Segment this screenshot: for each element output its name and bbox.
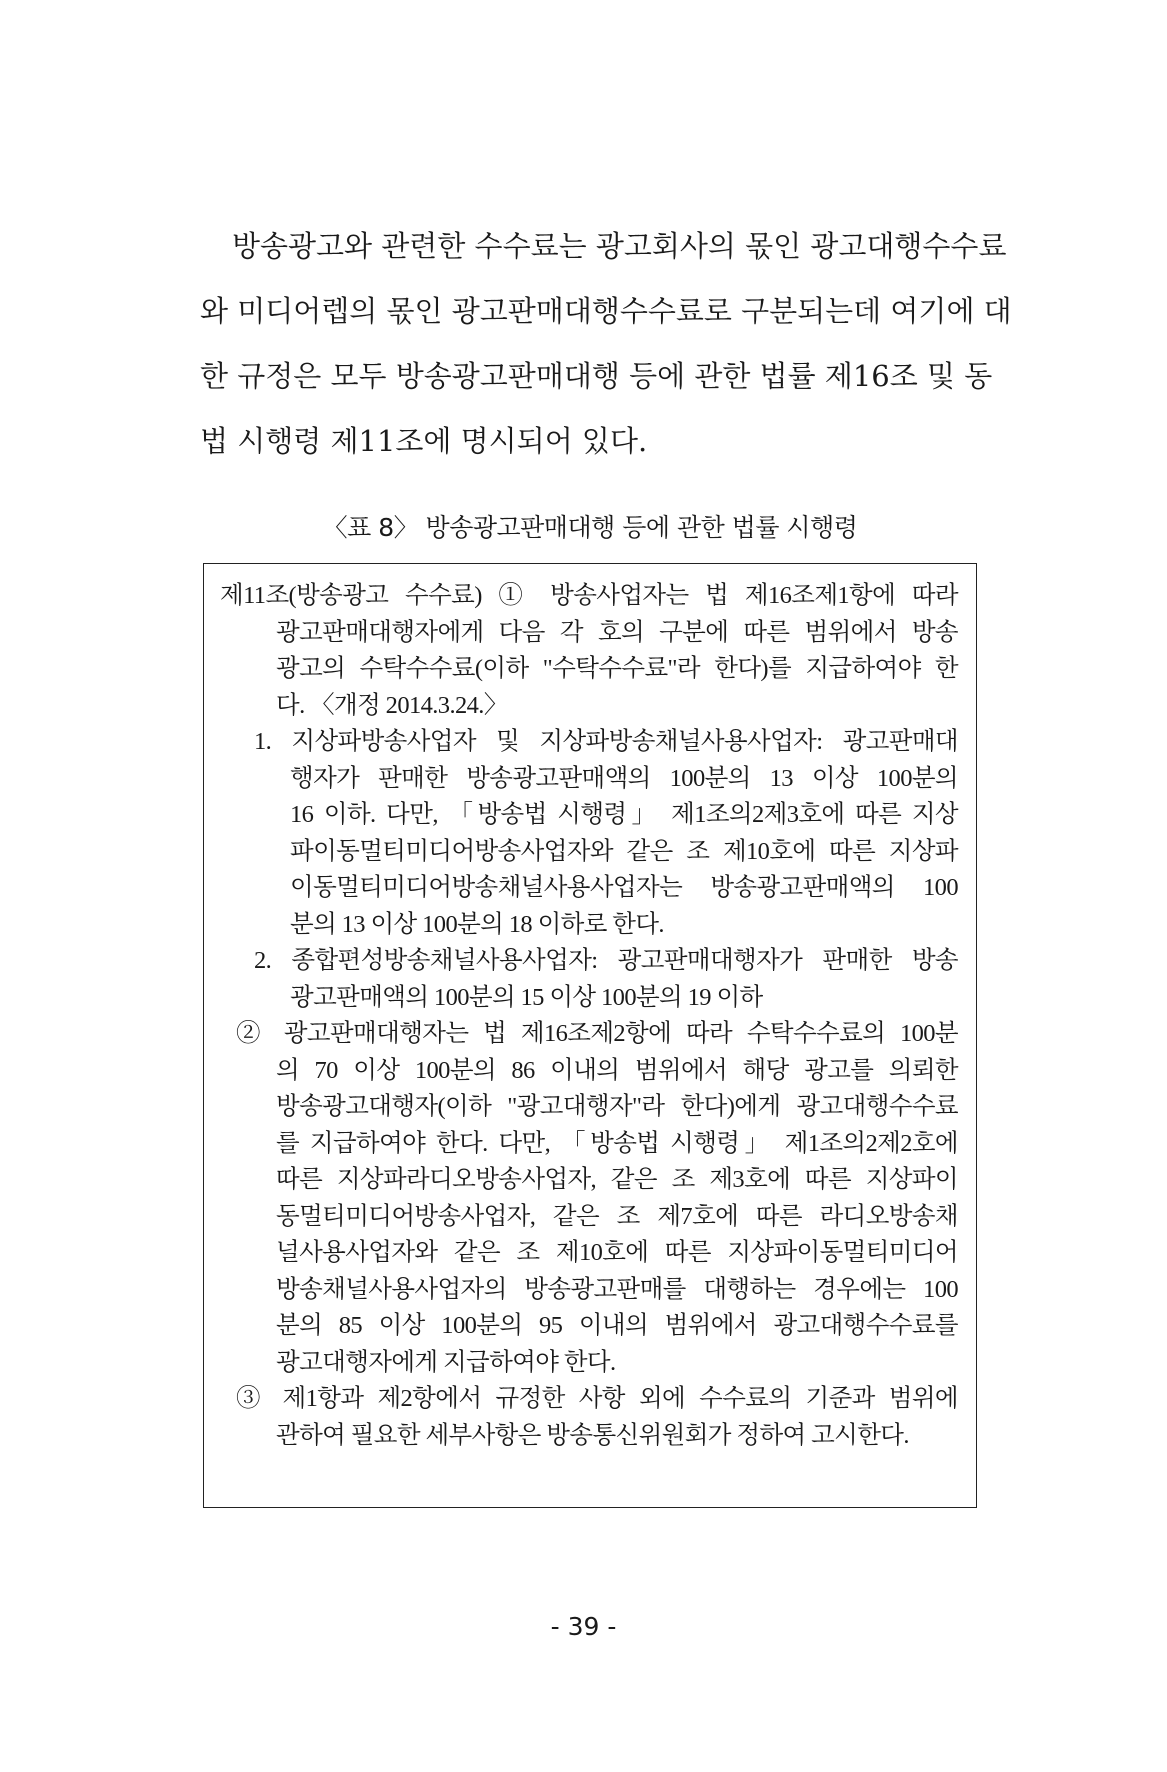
paragraph-line: 와 미디어렙의 몫인 광고판매대행수수료로 구분되는데 여기에 대 [200,294,1012,328]
law-text-box [203,563,977,1508]
law-paragraph-3: ③ 제1항과 제2항에서 규정한 사항 외에 수수료의 기준과 범위에 [236,1385,958,1412]
paragraph-line: 한 규정은 모두 방송광고판매대행 등에 관한 법률 제16조 및 동 [200,359,993,393]
law-line: 행자가 판매한 방송광고판매액의 100분의 13 이상 100분의 [290,764,958,792]
law-line: 의 70 이상 100분의 86 이내의 범위에서 해당 광고를 의뢰한 [276,1056,958,1084]
law-line: 방송광고대행자(이하 "광고대행자"라 한다)에게 광고대행수수료 [276,1093,958,1120]
law-line: 방송채널사용사업자의 방송광고판매를 대행하는 경우에는 100 [276,1275,958,1303]
table-caption: 〈표 8〉 방송광고판매대행 등에 관한 법률 시행령 [322,513,858,542]
paragraph-line: 법 시행령 제11조에 명시되어 있다. [200,424,648,458]
law-text [204,578,976,1454]
law-line: 16 이하. 다만, 「방송법 시행령」 제1조의2제3호에 따른 지상 [290,801,958,828]
law-paragraph-2: ② 광고판매대행자는 법 제16조제2항에 따라 수탁수수료의 100분 [236,1020,958,1047]
law-line: 분의 85 이상 100분의 95 이내의 범위에서 광고대행수수료를 [276,1312,958,1339]
law-line: 광고의 수탁수수료(이하 "수탁수수료"라 한다)를 지급하여야 한 [276,655,958,682]
law-line: 광고판매대행자에게 다음 각 호의 구분에 따른 범위에서 방송 [276,618,958,646]
body-paragraph [200,214,1012,474]
law-line: 광고대행자에게 지급하여야 한다. [276,1348,616,1376]
paragraph-line: 방송광고와 관련한 수수료는 광고회사의 몫인 광고대행수수료 [232,229,1007,263]
law-line: 분의 13 이상 100분의 18 이하로 한다. [290,910,664,938]
law-article-heading: 제11조(방송광고 수수료) ① 방송사업자는 법 제16조제1항에 따라 [220,582,958,609]
law-line: 광고판매액의 100분의 15 이상 100분의 19 이하 [290,983,763,1011]
law-line: 를 지급하여야 한다. 다만, 「방송법 시행령」 제1조의2제2호에 [276,1129,958,1157]
law-item-1: 1. 지상파방송사업자 및 지상파방송채널사용사업자: 광고판매대 [254,728,958,755]
page-number: - 39 - [550,1612,617,1641]
law-line: 관하여 필요한 세부사항은 방송통신위원회가 정하여 고시한다. [276,1421,909,1449]
law-line: 다. 〈개정 2014.3.24.〉 [276,691,508,719]
law-line: 널사용사업자와 같은 조 제10호에 따른 지상파이동멀티미디어 [276,1239,958,1266]
law-line: 파이동멀티미디어방송사업자와 같은 조 제10호에 따른 지상파 [290,837,958,865]
law-line: 동멀티미디어방송사업자, 같은 조 제7호에 따른 라디오방송채 [276,1202,958,1230]
law-item-2: 2. 종합편성방송채널사용사업자: 광고판매대행자가 판매한 방송 [254,947,958,974]
law-line: 따른 지상파라디오방송사업자, 같은 조 제3호에 따른 지상파이 [276,1166,958,1193]
law-line: 이동멀티미디어방송채널사용사업자는 방송광고판매액의 100 [290,874,958,901]
